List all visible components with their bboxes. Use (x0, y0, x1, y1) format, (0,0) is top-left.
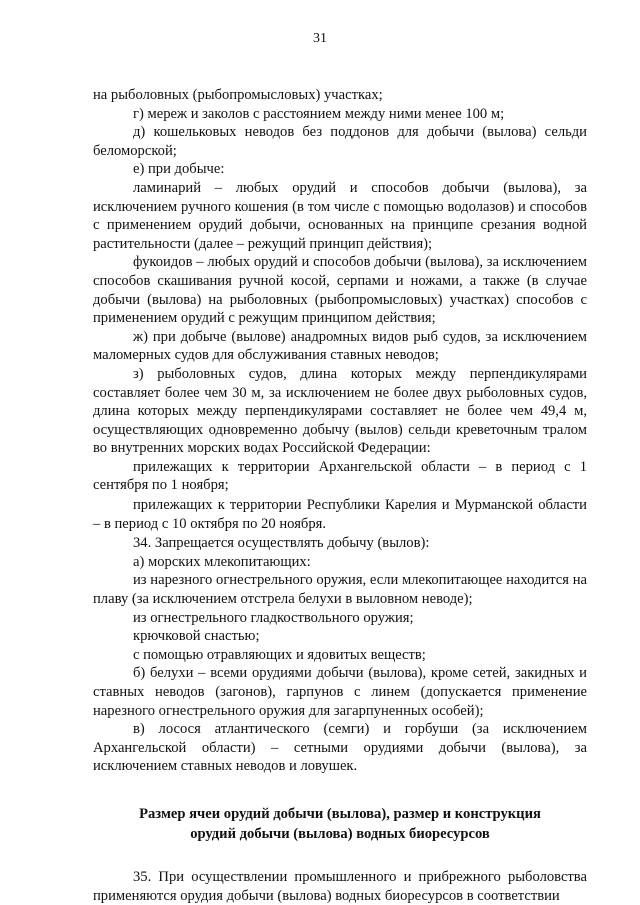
paragraph: ж) при добыче (вылове) анадромных видов рыб судов, за исключением маломерных судов для обслуживания ставных неводов; (93, 328, 587, 364)
paragraph: фукоидов – любых орудий и способов добычи (вылова), за исключением способов скашивания ручной косой, серпами и ножами, а также (в случае добычи (вылова) на рыболовных (рыбопромысловых) участках) способов с применением орудий с режущим принципом действия; (93, 254, 587, 327)
paragraph: крючковой снастью; (133, 628, 260, 645)
paragraph: с помощью отравляющих и ядовитых веществ; (133, 646, 426, 663)
paragraph: д) кошельковых неводов без поддонов для добычи (вылова) сельди беломорской; (93, 124, 587, 159)
paragraph: а) морских млекопитающих: (133, 553, 311, 570)
section-heading (93, 804, 587, 844)
paragraph: е) при добыче: (133, 161, 225, 178)
paragraph: 34. Запрещается осуществлять добычу (вылов): (133, 535, 430, 552)
section-heading-line-1: Размер ячеи орудий добычи (вылова), размер и конструкция (139, 805, 541, 822)
paragraph: з) рыболовных судов, длина которых между перпендикулярами составляет более чем 30 м, за исключением не более двух рыболовных судов, длина которых между перпендикулярами составляет не более чем 49,4 м, осуществляющих одновременно добычу (вылов) сельди креветочным тралом во внутренних морских водах Российской Федерации: (93, 365, 587, 457)
page-number: 31 (313, 31, 327, 46)
paragraph: прилежащих к территории Республики Карелия и Мурманской области – в период с 10 октября по 20 ноября. (93, 497, 587, 532)
paragraph: прилежащих к территории Архангельской области – в период с 1 сентября по 1 ноября; (93, 458, 587, 494)
paragraph: ламинарий – любых орудий и способов добычи (вылова), за исключением ручного кошения (в том числе с помощью водолазов) и способов с применением орудий добычи, основанных на принципе срезания водной растительности (далее – режущий принцип действия); (93, 179, 587, 252)
paragraph: в) лосося атлантического (семги) и горбуши (за исключением Архангельской области) – сетными орудиями добычи (вылова), за исключением ставных неводов и ловушек. (93, 721, 587, 775)
document-body (93, 86, 587, 905)
paragraph: из нарезного огнестрельного оружия, если млекопитающее находится на плаву (за исключением отстрела белухи в выловном неводе); (93, 572, 587, 608)
paragraph: из огнестрельного гладкоствольного оружия; (133, 609, 414, 626)
paragraph: 35. При осуществлении промышленного и прибрежного рыболовства применяются орудия добычи (вылова) водных биоресурсов в соответствии (93, 868, 587, 904)
section-heading-line-2: орудий добычи (вылова) водных биоресурсов (190, 825, 490, 842)
paragraph: б) белухи – всеми орудиями добычи (вылова), кроме сетей, закидных и ставных неводов (загонов), гарпунов с линем (допускается применение нарезного огнестрельного оружия для загарпуненных особей); (93, 665, 587, 719)
paragraph: г) мереж и заколов с расстоянием между ними менее 100 м; (133, 105, 505, 122)
paragraph: на рыболовных (рыбопромысловых) участках; (93, 87, 383, 103)
